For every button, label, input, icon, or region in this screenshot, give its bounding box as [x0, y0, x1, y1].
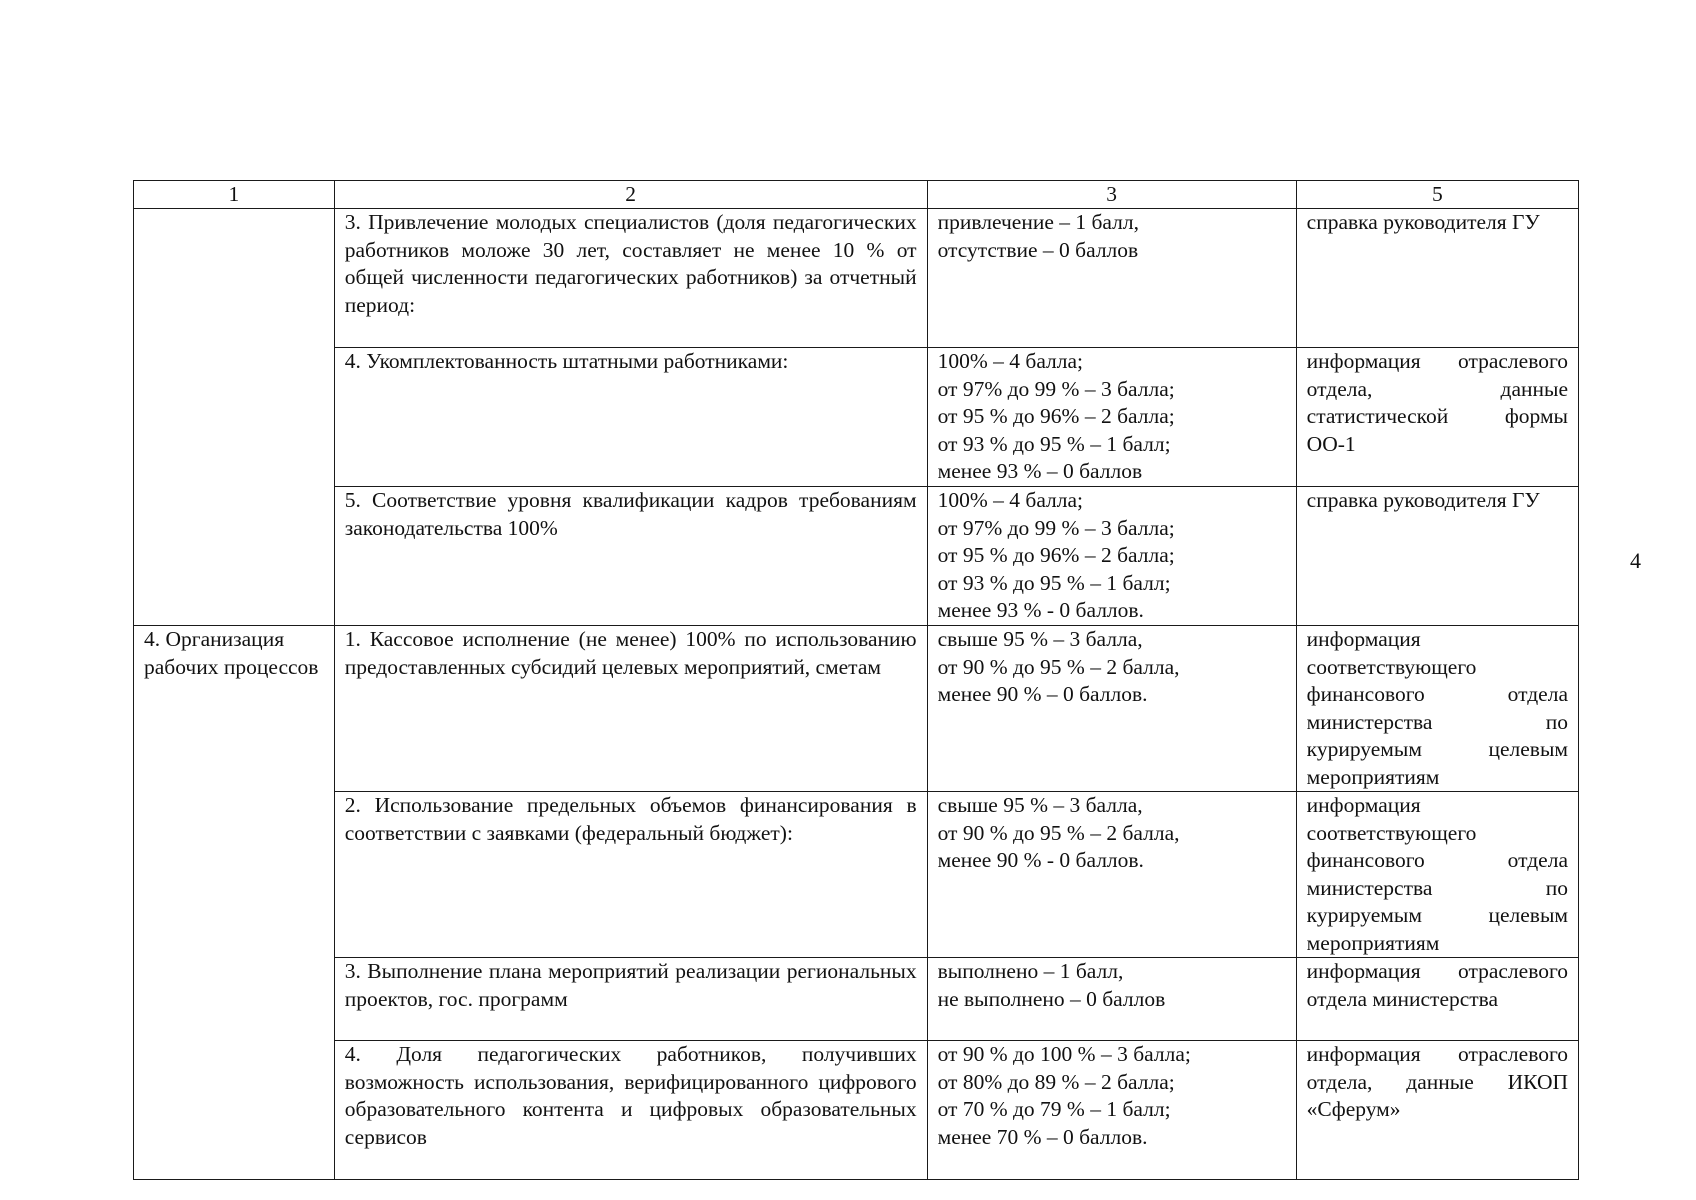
score-line: свыше 95 % – 3 балла,	[937, 793, 1143, 817]
table-row	[134, 1041, 1579, 1180]
score-line: отсутствие – 0 баллов	[937, 237, 1139, 262]
source-cell: справка руководителя ГУ	[1296, 487, 1578, 626]
header-col-2: 2	[334, 181, 927, 209]
scores-cell	[927, 1041, 1296, 1180]
score-line: свыше 95 % – 3 балла,	[937, 627, 1143, 651]
score-line: от 80% до 89 % – 2 балла;	[937, 1069, 1175, 1094]
scores-cell	[927, 487, 1296, 626]
score-line: менее 90 % – 0 баллов.	[937, 682, 1148, 706]
criterion-cell: 1. Кассовое исполнение (не менее) 100% по использованию предоставленных субсидий целевых мероприятий, сметам	[334, 626, 927, 792]
table-row	[134, 958, 1579, 1041]
score-line: от 97% до 99 % – 3 балла;	[937, 376, 1175, 401]
score-line: от 90 % до 95 % – 2 балла,	[937, 820, 1180, 845]
criterion-cell: 5. Соответствие уровня квалификации кадров требованиям законодательства 100%	[334, 487, 927, 626]
header-col-1: 1	[134, 181, 335, 209]
table-header-row	[134, 181, 1579, 209]
criterion-cell: 4. Укомплектованность штатными работниками:	[334, 348, 927, 487]
score-line: выполнено – 1 балл,	[937, 959, 1124, 983]
table-row	[134, 209, 1579, 348]
score-line: от 95 % до 96% – 2 балла;	[937, 404, 1175, 428]
score-line: от 70 % до 79 % – 1 балл;	[937, 1097, 1171, 1121]
group-cell-empty	[134, 209, 335, 626]
score-line: 100% – 4 балла;	[937, 349, 1084, 373]
table-row	[134, 348, 1579, 487]
score-line: 100% – 4 балла;	[937, 488, 1084, 512]
source-cell: информация соответствующего финансового отдела министерства по курируемым целевым мероприятиям	[1296, 626, 1578, 792]
criterion-cell: 4. Доля педагогических работников, получивших возможность использования, верифицированного цифрового образовательного контента и цифровых образовательных сервисов	[334, 1041, 927, 1180]
score-line: менее 90 % - 0 баллов.	[937, 848, 1144, 872]
source-cell: информация отраслевого отдела министерства	[1296, 958, 1578, 1041]
scores-cell	[927, 209, 1296, 348]
criterion-cell: 2. Использование предельных объемов финансирования в соответствии с заявками (федеральный бюджет):	[334, 792, 927, 958]
score-line: от 97% до 99 % – 3 балла;	[937, 515, 1175, 540]
source-cell: информация отраслевого отдела, данные статистической формы ОО-1	[1296, 348, 1578, 487]
header-col-3: 3	[927, 181, 1296, 209]
group-cell-organization: 4. Организация рабочих процессов	[134, 626, 335, 1180]
score-line: от 95 % до 96% – 2 балла;	[937, 543, 1175, 567]
criterion-cell: 3. Выполнение плана мероприятий реализации региональных проектов, гос. программ	[334, 958, 927, 1041]
header-col-5: 5	[1296, 181, 1578, 209]
score-line: от 90 % до 95 % – 2 балла,	[937, 654, 1180, 679]
source-cell: информация соответствующего финансового отдела министерства по курируемым целевым мероприятиям	[1296, 792, 1578, 958]
page-number: 4	[1630, 548, 1641, 573]
table-row	[134, 626, 1579, 792]
score-line: менее 70 % – 0 баллов.	[937, 1124, 1148, 1149]
scores-cell	[927, 958, 1296, 1041]
source-cell: справка руководителя ГУ	[1296, 209, 1578, 348]
score-line: привлечение – 1 балл,	[937, 210, 1139, 234]
score-line: менее 93 % – 0 баллов	[937, 459, 1143, 483]
table-row	[134, 792, 1579, 958]
source-cell: информация отраслевого отдела, данные ИКОП «Сферум»	[1296, 1041, 1578, 1180]
table-row	[134, 487, 1579, 626]
score-line: менее 93 % - 0 баллов.	[937, 598, 1144, 622]
scores-cell	[927, 348, 1296, 487]
score-line: от 90 % до 100 % – 3 балла;	[937, 1042, 1191, 1066]
score-line: от 93 % до 95 % – 1 балл;	[937, 431, 1171, 456]
criteria-table	[133, 180, 1579, 1180]
scores-cell	[927, 792, 1296, 958]
score-line: не выполнено – 0 баллов	[937, 986, 1166, 1011]
score-line: от 93 % до 95 % – 1 балл;	[937, 570, 1171, 595]
scores-cell	[927, 626, 1296, 792]
criterion-cell: 3. Привлечение молодых специалистов (доля педагогических работников моложе 30 лет, составляет не менее 10 % от общей численности педагогических работников) за отчетный период:	[334, 209, 927, 348]
